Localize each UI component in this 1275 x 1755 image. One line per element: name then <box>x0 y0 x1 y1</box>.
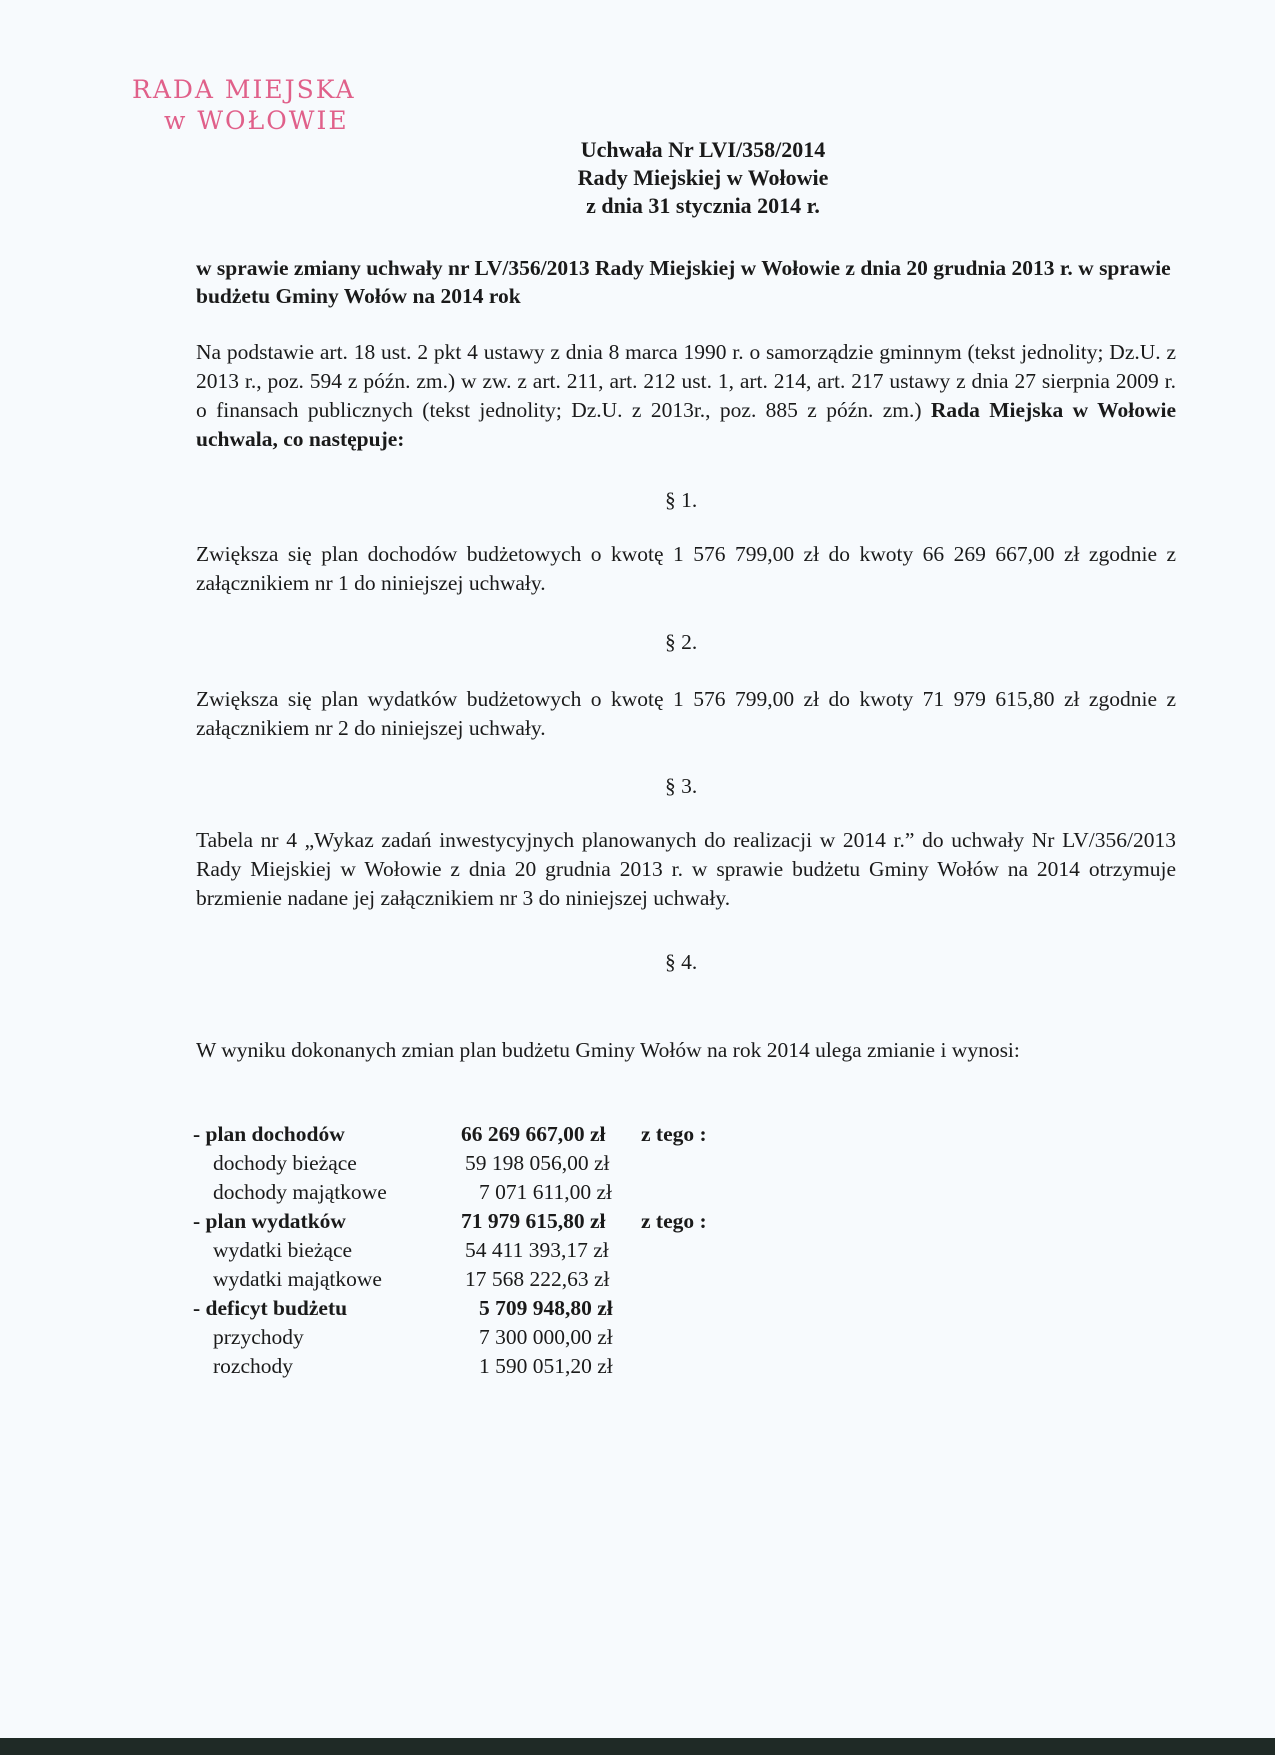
section-text-3: Tabela nr 4 „Wykaz zadań inwestycyjnych planowanych do realizacji w 2014 r.” do uchwały Nr LV/356/2013 Rady Miejskiej w Wołowie z dnia 20 grudnia 2013 r. w sprawie budżetu Gminy Wołów na 2014 otrzymuje brzmienie nadane jej załącznikiem nr 3 do niniejszej uchwały. <box>196 828 1176 910</box>
stamp-line-2: w WOŁOWIE <box>164 106 349 135</box>
section-mark-4: § 4. <box>665 950 698 974</box>
resolution-subject: w sprawie zmiany uchwały nr LV/356/2013 Rady Miejskiej w Wołowie z dnia 20 grudnia 2013 r. w sprawie budżetu Gminy Wołów na 2014 rok <box>196 256 1171 308</box>
resolution-header <box>538 136 868 220</box>
current-income-label: dochody bieżące <box>213 1151 357 1175</box>
property-expense-label: wydatki majątkowe <box>213 1267 382 1291</box>
resolution-body: Rady Miejskiej w Wołowie <box>577 165 829 190</box>
current-expense-value: 54 411 393,17 zł <box>465 1238 609 1262</box>
resolution-date: z dnia 31 stycznia 2014 r. <box>586 193 820 218</box>
expense-tail: z tego : <box>641 1209 707 1233</box>
property-expense-value: 17 568 222,63 zł <box>465 1267 610 1291</box>
current-income-value: 59 198 056,00 zł <box>465 1151 610 1175</box>
deficit-value: 5 709 948,80 zł <box>479 1296 613 1320</box>
section-mark-1: § 1. <box>665 488 698 512</box>
section-text-4: W wyniku dokonanych zmian plan budżetu Gminy Wołów na rok 2014 ulega zmianie i wynosi: <box>196 1038 1020 1062</box>
scan-bottom-edge <box>0 1738 1275 1755</box>
resolution-number: Uchwała Nr LVI/358/2014 <box>580 137 826 162</box>
expense-label: - plan wydatków <box>193 1209 346 1233</box>
legal-basis-text: Na podstawie art. 18 ust. 2 pkt 4 ustawy z dnia 8 marca 1990 r. o samorządzie gminnym (tekst jednolity; Dz.U. z 2013 r., poz. 594 z późn. zm.) w zw. z art. 211, art. 212 ust. 1, art. 214, art. 217 ustawy z dnia 27 sierpnia 2009 r. o finansach publicznych (tekst jednolity; Dz.U. z 2013r., poz. 885 z późn. zm.) <box>196 340 1176 422</box>
section-text-2: Zwiększa się plan wydatków budżetowych o kwotę 1 576 799,00 zł do kwoty 71 979 615,80 zł zgodnie z załącznikiem nr 2 do niniejszej uchwały. <box>196 687 1176 740</box>
revenues-value: 7 300 000,00 zł <box>479 1325 613 1349</box>
outflows-value: 1 590 051,20 zł <box>479 1354 613 1378</box>
property-income-label: dochody majątkowe <box>213 1180 387 1204</box>
expense-value: 71 979 615,80 zł <box>461 1209 606 1233</box>
section-mark-2: § 2. <box>665 630 698 654</box>
section-text-1: Zwiększa się plan dochodów budżetowych o kwotę 1 576 799,00 zł do kwoty 66 269 667,00 zł zgodnie z załącznikiem nr 1 do niniejszej uchwały. <box>196 542 1176 595</box>
revenues-label: przychody <box>213 1325 304 1349</box>
legal-basis-paragraph <box>196 338 1176 454</box>
outflows-label: rozchody <box>213 1354 293 1378</box>
council-stamp <box>132 74 356 136</box>
property-income-value: 7 071 611,00 zł <box>479 1180 612 1204</box>
section-mark-3: § 3. <box>665 774 698 798</box>
income-tail: z tego : <box>641 1122 707 1146</box>
current-expense-label: wydatki bieżące <box>213 1238 353 1262</box>
income-label: - plan dochodów <box>193 1122 345 1146</box>
income-value: 66 269 667,00 zł <box>461 1122 606 1146</box>
deficit-label: - deficyt budżetu <box>193 1296 348 1320</box>
stamp-line-1: RADA MIEJSKA <box>132 75 356 104</box>
legal-basis-decision: Rada Miejska w Wołowie uchwala, co następuje: <box>196 398 1176 451</box>
